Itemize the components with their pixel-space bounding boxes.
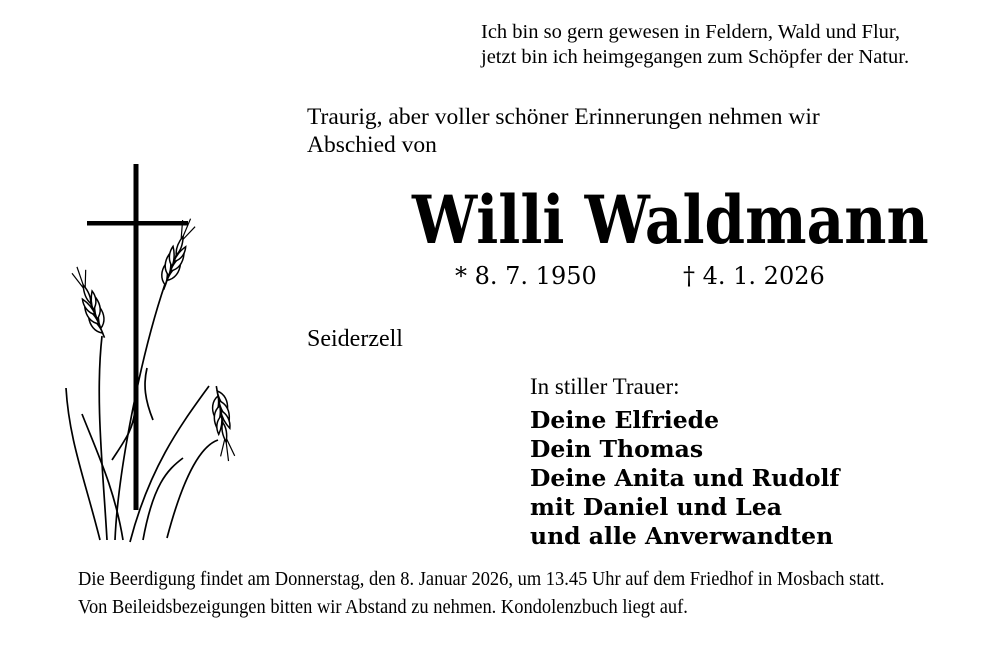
farewell-intro-line2: Abschied von bbox=[307, 132, 437, 158]
memorial-verse bbox=[481, 20, 909, 70]
mourner-name: Dein Thomas bbox=[530, 435, 704, 463]
death-date: † 4. 1. 2026 bbox=[683, 262, 825, 290]
memorial-verse-line1: Ich bin so gern gewesen in Feldern, Wald und Flur, bbox=[481, 21, 901, 43]
memorial-verse-line2: jetzt bin ich heimgegangen zum Schöpfer der Natur. bbox=[481, 46, 910, 68]
wheat-ears-icon bbox=[69, 216, 237, 463]
funeral-info-line1: Die Beerdigung findet am Donnerstag, den 8. Januar 2026, um 13.45 Uhr auf dem Friedhof in Mosbach statt. bbox=[78, 568, 885, 590]
funeral-info-line2: Von Beileidsbezeigungen bitten wir Abstand zu nehmen. Kondolenzbuch liegt auf. bbox=[78, 595, 688, 618]
mourners-list bbox=[530, 406, 840, 551]
farewell-intro-line1: Traurig, aber voller schöner Erinnerungen nehmen wir bbox=[307, 104, 820, 130]
mourner-name: Deine Anita und Rudolf bbox=[530, 464, 840, 492]
mourner-name: und alle Anverwandten bbox=[530, 522, 834, 550]
mourning-heading: In stiller Trauer: bbox=[530, 374, 680, 399]
birth-date: * 8. 7. 1950 bbox=[455, 262, 597, 290]
deceased-name: Willi Waldmann bbox=[412, 181, 929, 259]
funeral-info bbox=[78, 566, 885, 621]
residence: Seiderzell bbox=[307, 326, 403, 352]
farewell-intro bbox=[307, 103, 820, 159]
wheat-stalks-icon bbox=[66, 284, 218, 542]
mourner-name: mit Daniel und Lea bbox=[530, 493, 782, 521]
mourner-name: Deine Elfriede bbox=[530, 406, 720, 434]
cross-wheat-icon bbox=[55, 140, 240, 545]
cross-wheat-illustration bbox=[55, 140, 240, 545]
